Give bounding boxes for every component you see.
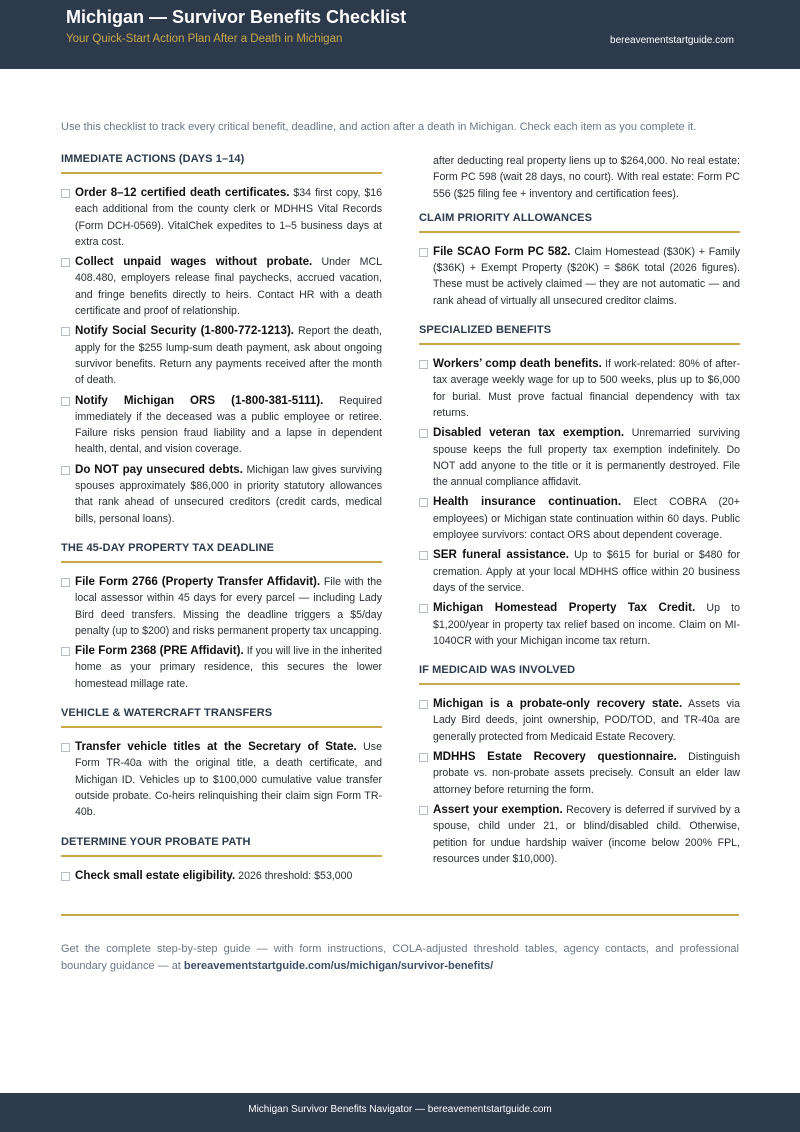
checklist-item: [61, 323, 382, 388]
item-text: If work-related: 80% of after-tax average weekly wage for up to 500 weeks, plus up to $6,000 for burial. Must prove factual financial dependency with tax returns.: [433, 358, 740, 419]
item-text: Recovery is deferred if survived by a spouse, child under 21, or blind/disabled child. Otherwise, petition for undue hardship waiver (income below 200% FPL, resources under $10,000).: [433, 803, 741, 865]
section-title: THE 45-DAY PROPERTY TAX DEADLINE: [61, 542, 382, 563]
checklist-item: [61, 185, 382, 250]
checkbox[interactable]: [419, 360, 428, 369]
item-title: File Form 2766 (Property Transfer Affidavit).: [75, 574, 321, 588]
checklist-item: [419, 600, 740, 649]
checklist-item: [419, 356, 740, 421]
item-title: Check small estate eligibility.: [75, 868, 236, 882]
item-text: Under MCL 408.480, employers release final paychecks, accrued vacation, and fringe benefits directly to heirs. Contact HR with a death certificate and proof of relationship.: [75, 256, 382, 318]
checkbox[interactable]: [61, 578, 70, 587]
section-title: IF MEDICAID WAS INVOLVED: [419, 664, 740, 685]
page-header: [0, 0, 800, 69]
item-text: Up to $1,200/year in property tax relief based on income. Claim on MI-1040CR with your Michigan income tax return.: [433, 602, 740, 647]
item-title: Do NOT pay unsecured debts.: [75, 462, 243, 476]
item-text: File with the local assessor within 45 days for every parcel — including Lady Bird deed transfers. Missing the deadline triggers a $5/day penalty (up to $200) and risks permanent property tax uncapping.: [75, 575, 383, 637]
checklist-item: [61, 393, 382, 458]
item-title: File Form 2368 (PRE Affidavit).: [75, 644, 244, 658]
footer-text: Michigan Survivor Benefits Navigator — bereavementstartguide.com: [248, 1104, 552, 1115]
item-title: Disabled veteran tax exemption.: [433, 426, 625, 440]
probate-continued-text: after deducting real property liens up to $264,000. No real estate: Form PC 598 (wait 28 days, no court). With real estate: Form PC 556 ($25 filing fee + inventory and certification fees).: [433, 155, 740, 200]
section-vehicle-transfers: [61, 707, 382, 820]
item-title: Notify Michigan ORS (1-800-381-5111).: [75, 393, 324, 407]
item-text: If you will live in the inherited home as your primary residence, this secures the lower homestead millage rate.: [75, 645, 382, 690]
checklist-item: [61, 868, 382, 884]
checklist-item: [419, 547, 740, 596]
section-title: IMMEDIATE ACTIONS (DAYS 1–14): [61, 153, 382, 174]
page-title: Michigan — Survivor Benefits Checklist: [66, 7, 407, 27]
item-text: Michigan law gives surviving spouses approximately $86,000 in priority statutory allowances that rank ahead of unsecured creditors (credit cards, medical bills, personal loans).: [75, 463, 382, 525]
item-text: Assets via Lady Bird deeds, joint ownership, POD/TOD, and TR-40a are generally protected from Medicaid Estate Recovery.: [433, 698, 740, 743]
item-title: Transfer vehicle titles at the Secretary of State.: [75, 740, 357, 754]
checkbox[interactable]: [419, 248, 428, 257]
item-text: Distinguish probate vs. non-probate assets precisely. Consult an elder law attorney before returning the form.: [433, 751, 740, 796]
checklist-item: [61, 462, 382, 527]
item-text: Elect COBRA (20+ employees) or Michigan state continuation within 60 days. Public employee survivors: contact ORS about dependent coverage.: [433, 496, 740, 542]
checkbox[interactable]: [419, 753, 428, 762]
section-title: VEHICLE & WATERCRAFT TRANSFERS: [61, 707, 382, 728]
checklist-item: [419, 749, 740, 798]
checklist-item: [419, 425, 740, 490]
section-property-tax: [61, 542, 382, 692]
checkbox[interactable]: [419, 498, 428, 507]
item-title: MDHHS Estate Recovery questionnaire.: [433, 750, 677, 764]
checklist-item: [61, 739, 382, 820]
item-title: File SCAO Form PC 582.: [433, 244, 571, 258]
section-title: CLAIM PRIORITY ALLOWANCES: [419, 212, 740, 233]
item-title: Collect unpaid wages without probate.: [75, 255, 313, 269]
item-text: Use Form TR-40a with the original title, a death certificate, and Michigan ID. Vehicles up to $100,000 cumulative value transfer outside probate. Co-heirs relinquishing their claim sign Form TR-40b.: [75, 741, 382, 819]
item-text: 2026 threshold: $53,000: [235, 869, 353, 882]
item-title: Michigan Homestead Property Tax Credit.: [433, 601, 696, 615]
item-title: SER funeral assistance.: [433, 548, 569, 562]
item-title: Order 8–12 certified death certificates.: [75, 186, 290, 199]
guide-link[interactable]: bereavementstartguide.com/us/michigan/survivor-benefits/: [183, 959, 494, 972]
checkbox[interactable]: [61, 327, 70, 336]
item-title: Health insurance continuation.: [433, 495, 622, 509]
call-to-action: [61, 941, 739, 974]
header-site: bereavementstartguide.com: [610, 35, 734, 46]
item-text: Unremarried surviving spouse keeps the full property tax exemption indefinitely. Do NOT add anyone to the title or it is permanently destroyed. File the annual compliance affidavit.: [433, 427, 740, 489]
checkbox[interactable]: [419, 806, 428, 815]
item-text: Up to $615 for burial or $480 for cremation. Apply at your local MDHHS office within 20 business days of the service.: [433, 549, 740, 594]
section-probate-path: [61, 836, 382, 884]
checkbox[interactable]: [419, 604, 428, 613]
checkbox[interactable]: [419, 551, 428, 560]
checklist-item: [61, 254, 382, 319]
checklist-item: [61, 643, 382, 692]
item-text: $34 first copy, $16 each additional from the county clerk or MDHHS Vital Records (Form DCH-0569). VitalChek expedites to 1–5 business days at extra cost.: [75, 187, 382, 248]
section-title: DETERMINE YOUR PROBATE PATH: [61, 836, 382, 857]
cta-text: Get the complete step-by-step guide — with form instructions, COLA-adjusted threshold tables, agency contacts, and professional boundary guidance — at: [61, 943, 739, 972]
divider: [61, 914, 739, 916]
checklist-item: [419, 244, 740, 309]
checkbox[interactable]: [61, 258, 70, 267]
item-title: Assert your exemption.: [433, 802, 563, 816]
section-specialized-benefits: [419, 324, 740, 649]
section-medicaid: [419, 664, 740, 867]
checkbox[interactable]: [61, 743, 70, 752]
item-text: Required immediately if the deceased was a public employee or retiree. Failure risks pension fraud liability and a lapse in dependent health, dental, and vision coverage.: [75, 394, 383, 456]
checkbox[interactable]: [61, 189, 70, 198]
checkbox[interactable]: [61, 647, 70, 656]
section-title: SPECIALIZED BENEFITS: [419, 324, 740, 345]
checklist-item: [61, 574, 382, 639]
checkbox[interactable]: [419, 700, 428, 709]
item-text: Report the death, apply for the $255 lump-sum death payment, ask about ongoing survivor benefits. Return any payments received after the month of death.: [75, 325, 382, 387]
item-title: Michigan is a probate-only recovery state.: [433, 697, 683, 711]
right-column: [419, 153, 740, 882]
page-footer: [0, 1093, 800, 1132]
item-title: Notify Social Security (1-800-772-1213).: [75, 324, 295, 338]
item-title: Workers’ comp death benefits.: [433, 357, 602, 371]
checklist-item: [419, 494, 740, 543]
checklist-item: [419, 802, 740, 867]
intro-text: Use this checklist to track every critical benefit, deadline, and action after a death in Michigan. Check each item as you complete it.: [61, 121, 697, 133]
page-subtitle: Your Quick-Start Action Plan After a Death in Michigan: [66, 33, 343, 45]
checkbox[interactable]: [61, 872, 70, 881]
checkbox[interactable]: [61, 466, 70, 475]
checkbox[interactable]: [61, 397, 70, 406]
section-immediate-actions: [61, 153, 382, 527]
left-column: [61, 153, 382, 899]
section-priority-allowances: [419, 212, 740, 309]
checkbox[interactable]: [419, 429, 428, 438]
checklist-item: [419, 696, 740, 745]
item-text: Claim Homestead ($30K) + Family ($36K) + Exempt Property ($20K) = $86K total (2026 figures). These must be actively claimed — they are not automatic — and rank ahead of virtually all unsecured creditor claims.: [433, 245, 740, 307]
